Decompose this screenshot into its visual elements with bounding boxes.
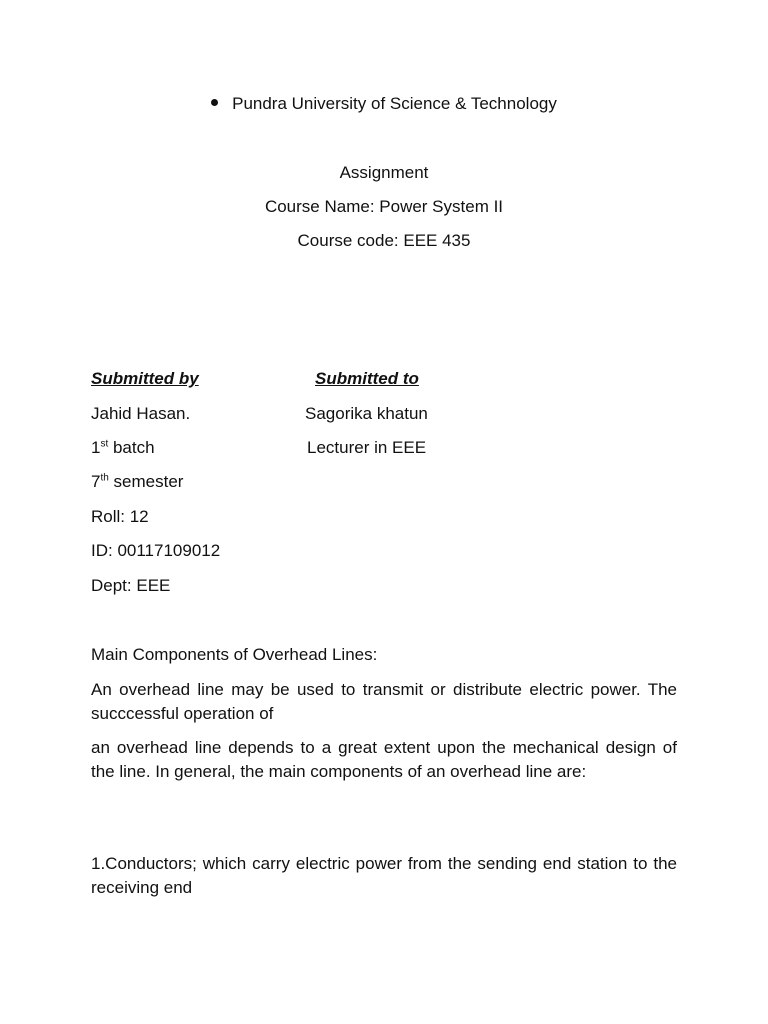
course-name: Course Name: Power System II [264, 197, 504, 216]
submitted-to-heading: Submitted to [315, 369, 419, 388]
course-code: Course code: EEE 435 [297, 231, 471, 250]
university-line [0, 94, 768, 114]
paragraph-1: An overhead line may be used to transmit or distribute electric power. The succcessful operation of [91, 680, 677, 723]
student-dept: Dept: EEE [91, 576, 171, 595]
student-roll: Roll: 12 [91, 507, 149, 526]
section-title: Main Components of Overhead Lines: [91, 645, 378, 664]
submitted-by-heading: Submitted by [91, 369, 199, 388]
student-batch: 1st batch [91, 438, 155, 457]
student-name: Jahid Hasan. [91, 404, 191, 423]
student-semester: 7th semester [91, 472, 184, 491]
paragraph-2: an overhead line depends to a great extent upon the mechanical design of the line. In general, the main components of an overhead line are: [91, 738, 677, 781]
teacher-designation: Lecturer in EEE [307, 438, 427, 457]
list-item-conductors: 1.Conductors; which carry electric power from the sending end station to the receiving end [91, 854, 677, 897]
bullet-icon [211, 99, 218, 106]
teacher-name: Sagorika khatun [305, 404, 428, 423]
student-id: ID: 00117109012 [91, 541, 221, 560]
university-name: Pundra University of Science & Technology [232, 94, 557, 113]
assignment-title: Assignment [339, 163, 429, 182]
